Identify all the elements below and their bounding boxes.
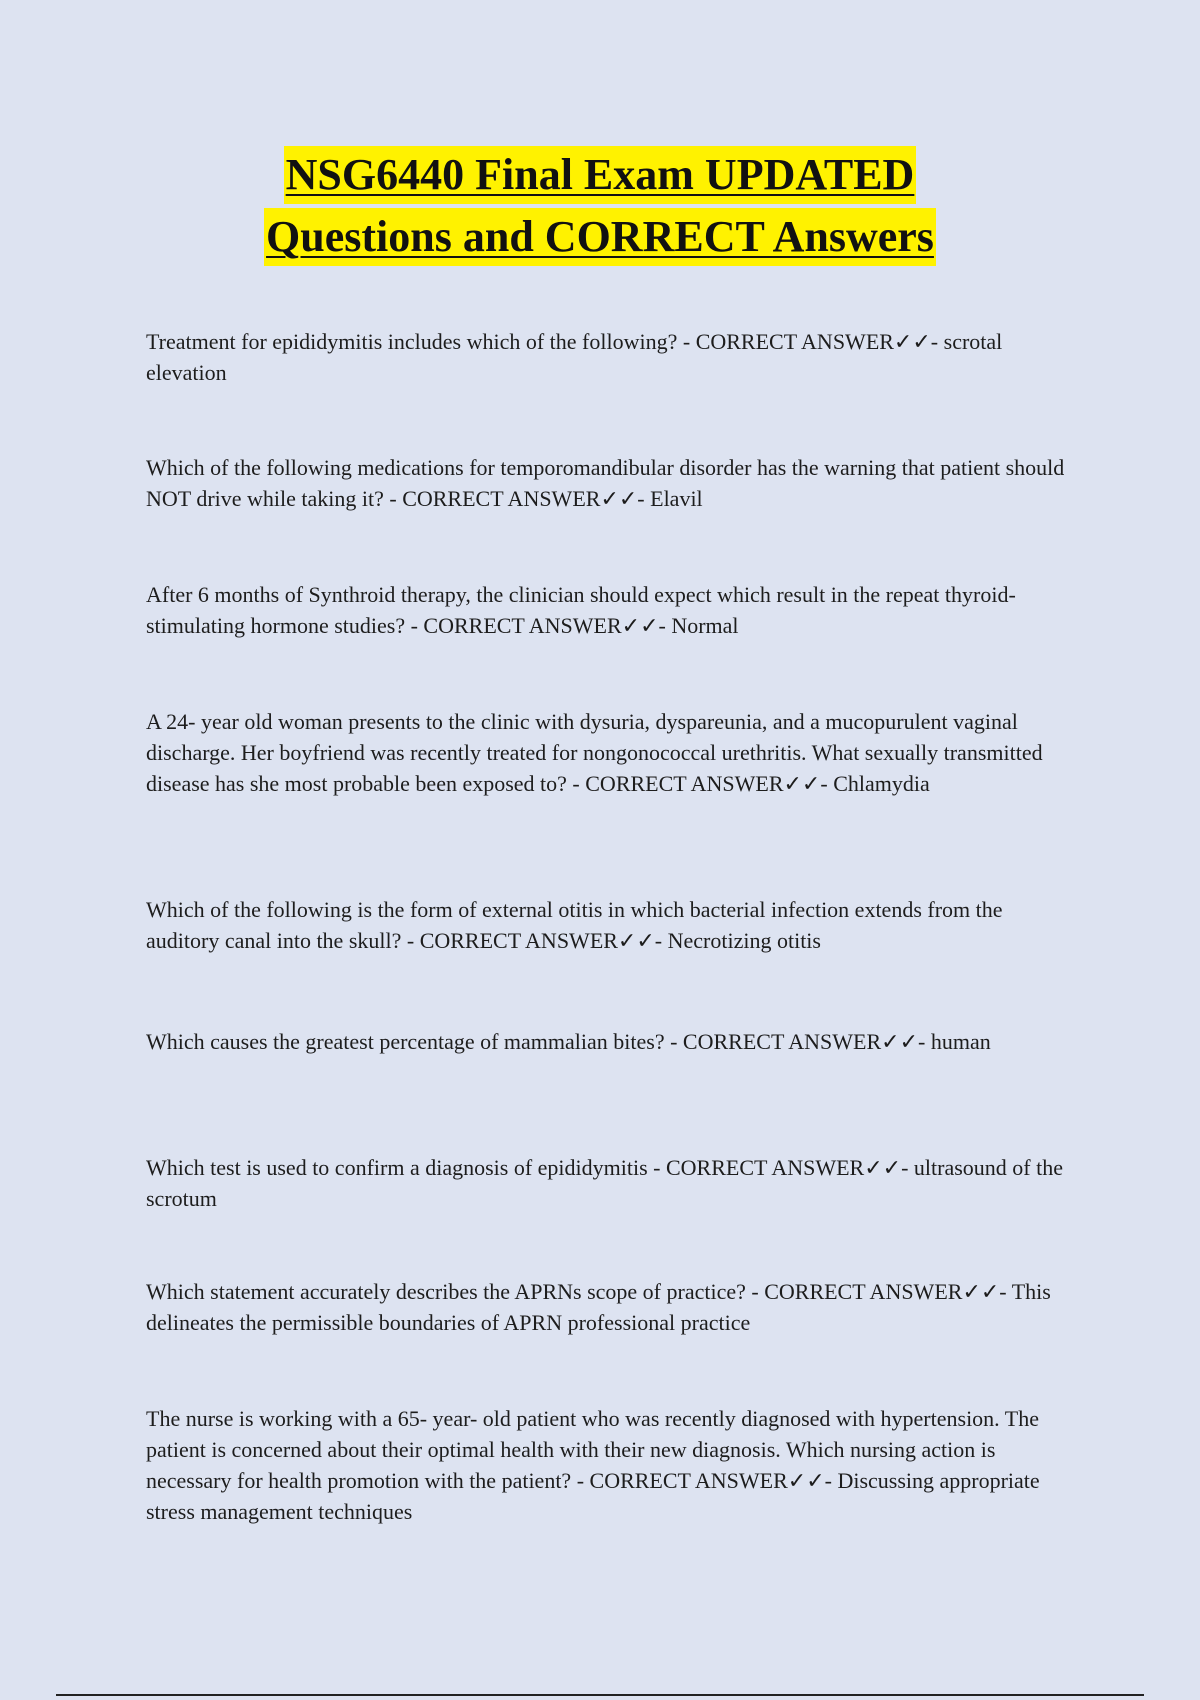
qa-item: Which of the following medications for temporomandibular disorder has the warning that patient should NOT drive while taking it? - CORRECT ANSWER✓✓- Elavil bbox=[146, 455, 1065, 511]
document-title bbox=[0, 144, 1200, 268]
qa-item: Which test is used to confirm a diagnosis of epididymitis - CORRECT ANSWER✓✓- ultrasound of the scrotum bbox=[146, 1155, 1063, 1211]
qa-item: Which of the following is the form of external otitis in which bacterial infection extends from the auditory canal into the skull? - CORRECT ANSWER✓✓- Necrotizing otitis bbox=[146, 897, 1003, 953]
title-line-1: NSG6440 Final Exam UPDATED bbox=[284, 146, 917, 204]
qa-item: Which statement accurately describes the APRNs scope of practice? - CORRECT ANSWER✓✓- This delineates the permissible boundaries of APRN professional practice bbox=[146, 1279, 1051, 1335]
qa-item: The nurse is working with a 65- year- old patient who was recently diagnosed with hypertension. The patient is concerned about their optimal health with their new diagnosis. Which nursing action is necessary for health promotion with the patient? - CORRECT ANSWER✓✓- Discussing appropriate stress management techniques bbox=[146, 1406, 1040, 1524]
qa-item: A 24- year old woman presents to the clinic with dysuria, dyspareunia, and a mucopurulent vaginal discharge. Her boyfriend was recently treated for nongonococcal urethritis. What sexually transmitted disease has she most probable been exposed to? - CORRECT ANSWER✓✓- Chlamydia bbox=[146, 709, 1043, 796]
page-bottom-rule bbox=[56, 1694, 1144, 1696]
qa-item: Which causes the greatest percentage of mammalian bites? - CORRECT ANSWER✓✓- human bbox=[146, 1029, 991, 1054]
qa-item: After 6 months of Synthroid therapy, the clinician should expect which result in the repeat thyroid-stimulating hormone studies? - CORRECT ANSWER✓✓- Normal bbox=[146, 582, 1016, 638]
qa-item: Treatment for epididymitis includes which of the following? - CORRECT ANSWER✓✓- scrotal elevation bbox=[146, 329, 1003, 385]
title-line-2: Questions and CORRECT Answers bbox=[264, 208, 936, 266]
